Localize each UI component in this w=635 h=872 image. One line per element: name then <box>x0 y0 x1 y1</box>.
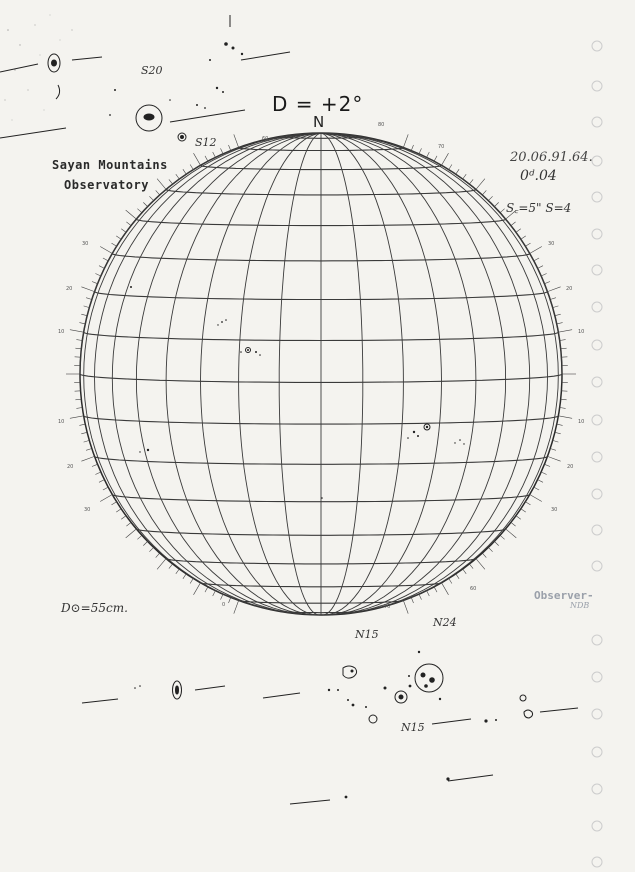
limb-tick <box>75 399 81 400</box>
limb-tick <box>169 179 173 184</box>
svg-text:30: 30 <box>82 241 89 247</box>
meridian-line <box>95 133 322 614</box>
limb-tick <box>560 340 566 341</box>
meridian-lines <box>80 133 562 615</box>
meridian-line <box>136 133 321 614</box>
limb-tick <box>530 495 542 502</box>
svg-text:10: 10 <box>58 419 65 425</box>
seeing-quality: S꜀=5" S=4 <box>506 201 572 215</box>
limb-tick <box>525 243 530 246</box>
limb-tick <box>403 134 408 147</box>
small-spots-top <box>109 42 243 116</box>
limb-tick <box>183 574 186 579</box>
limb-tick <box>550 298 556 300</box>
limb-tick <box>494 541 498 545</box>
group-label-s12: S12 <box>195 136 217 149</box>
limb-tick <box>81 432 87 434</box>
limb-tick <box>561 399 567 400</box>
limb-tick <box>434 156 437 161</box>
svg-text:10: 10 <box>578 329 585 335</box>
group-label-s20: S20 <box>141 64 163 77</box>
observatory-name-line2: Observatory <box>64 178 149 192</box>
limb-tick <box>506 529 517 538</box>
limb-tick <box>100 247 112 254</box>
svg-text:20: 20 <box>567 464 574 470</box>
heliographic-inclination-label: D = +2° <box>272 92 364 116</box>
limb-tick <box>534 487 539 490</box>
limb-tick <box>112 243 117 246</box>
limb-tick <box>176 174 180 179</box>
limb-tick <box>500 535 505 539</box>
svg-text:20: 20 <box>66 286 73 292</box>
limb-tick <box>194 153 201 165</box>
limb-tick <box>126 222 131 226</box>
limb-tick <box>442 153 449 165</box>
meridian-line <box>321 133 363 615</box>
limb-tick <box>521 236 526 239</box>
sunspot-sketches-top <box>0 15 290 141</box>
limb-tick <box>558 330 572 333</box>
limb-tick <box>411 145 413 151</box>
limb-tick <box>555 314 561 316</box>
limb-tick <box>143 541 147 545</box>
limb-tick <box>482 553 486 558</box>
limb-tick <box>183 169 186 174</box>
svg-text:0: 0 <box>222 602 226 608</box>
limb-tick <box>511 222 516 226</box>
group-label-n24: N24 <box>433 616 457 629</box>
limb-tick <box>427 152 430 157</box>
limb-tick <box>419 148 422 153</box>
limb-tick <box>548 456 561 461</box>
limb-tick <box>221 148 224 153</box>
limb-tick <box>86 298 92 300</box>
limb-tick <box>84 306 90 308</box>
meridian-line <box>321 133 476 615</box>
limb-tick <box>234 134 239 147</box>
limb-tick <box>116 236 121 239</box>
svg-text:30: 30 <box>551 507 558 513</box>
svg-text:20: 20 <box>566 286 573 292</box>
limb-tick <box>76 408 82 409</box>
limb-tick <box>516 516 521 520</box>
meridian-line <box>239 133 321 615</box>
limb-tick <box>79 323 85 324</box>
svg-text:20: 20 <box>67 464 74 470</box>
limb-tick <box>411 598 413 604</box>
meridian-line <box>84 133 321 610</box>
limb-tick <box>555 432 561 434</box>
limb-tick <box>126 210 137 219</box>
limb-tick <box>143 202 147 206</box>
limb-tick <box>456 574 459 579</box>
limb-tick <box>521 509 526 512</box>
limb-tick <box>500 209 505 213</box>
limb-tick <box>469 179 473 184</box>
limb-tick <box>541 274 546 277</box>
limb-tick <box>76 340 82 341</box>
limb-tick <box>557 424 563 425</box>
limb-tick <box>463 174 467 179</box>
limb-tick <box>103 487 108 490</box>
limb-tick <box>530 247 542 254</box>
observation-time: 0ᵈ.04 <box>520 168 557 184</box>
limb-tick <box>558 416 572 419</box>
limb-tick <box>403 601 408 614</box>
limb-tick <box>469 564 473 569</box>
limb-tick <box>205 587 208 592</box>
sunspot-sketches-bottom <box>82 664 578 804</box>
observer-label: Observer- <box>534 589 594 602</box>
svg-text:10: 10 <box>578 419 585 425</box>
svg-text:80: 80 <box>378 122 385 128</box>
meridian-line <box>279 133 321 615</box>
limb-tick <box>553 440 559 442</box>
limb-tick <box>126 522 131 526</box>
limb-tick <box>95 274 100 277</box>
limb-tick <box>137 209 142 213</box>
group-label-n15-top: N15 <box>355 628 379 641</box>
limb-tick <box>229 145 231 151</box>
limb-tick <box>463 569 467 574</box>
limb-tick <box>221 594 224 599</box>
limb-tick <box>190 578 193 583</box>
meridian-line <box>321 133 506 614</box>
limb-tick <box>156 553 160 558</box>
limb-tick <box>488 196 492 200</box>
limb-tick <box>525 502 530 505</box>
limb-tick <box>553 306 559 308</box>
limb-tick <box>126 529 137 538</box>
limb-tick <box>103 258 108 261</box>
limb-tick <box>545 282 551 284</box>
limb-tick <box>434 587 437 592</box>
limb-tick <box>156 190 160 195</box>
limb-tick <box>116 509 121 512</box>
observatory-name-line1: Sayan Mountains <box>52 158 168 172</box>
limb-tick <box>86 449 92 451</box>
limb-tick <box>561 348 567 349</box>
observer-name: NDB <box>570 601 590 610</box>
limb-tick <box>112 502 117 505</box>
svg-text:30: 30 <box>548 241 555 247</box>
limb-tick <box>557 323 563 324</box>
limb-tick <box>449 578 452 583</box>
meridian-line <box>321 133 403 615</box>
limb-tick <box>545 464 551 466</box>
limb-tick <box>538 480 543 483</box>
limb-tick <box>442 583 449 595</box>
svg-text:70: 70 <box>438 144 445 150</box>
limb-tick <box>70 416 84 419</box>
limb-tick <box>541 472 546 475</box>
svg-text:10: 10 <box>58 329 65 335</box>
limb-tick <box>482 190 486 195</box>
limb-tick <box>99 480 104 483</box>
limb-tick <box>81 456 94 461</box>
limb-tick <box>79 424 85 425</box>
limb-tick <box>99 266 104 269</box>
limb-tick <box>194 583 201 595</box>
limb-tick <box>70 330 84 333</box>
limb-tick <box>149 196 153 200</box>
limb-tick <box>449 165 452 170</box>
limb-tick <box>100 495 112 502</box>
disk-diameter-label: D⊙=55cm. <box>61 601 128 615</box>
limb-tick <box>476 179 485 190</box>
limb-tick <box>516 229 521 233</box>
limb-tick <box>456 169 459 174</box>
observation-date: 20.06.91.64. <box>510 150 593 165</box>
limb-tick <box>550 449 556 451</box>
limb-tick <box>213 152 216 157</box>
limb-tick <box>137 535 142 539</box>
limb-tick <box>534 258 539 261</box>
limb-tick <box>157 179 166 190</box>
limb-tick <box>92 282 98 284</box>
limb-tick <box>121 516 126 520</box>
limb-tick <box>419 594 422 599</box>
limb-tick <box>95 472 100 475</box>
svg-text:30: 30 <box>84 507 91 513</box>
north-marker: N <box>313 113 325 131</box>
svg-text:70: 70 <box>384 604 391 610</box>
limb-tick <box>213 591 216 596</box>
limb-tick <box>176 569 180 574</box>
meridian-line <box>166 133 321 615</box>
meridian-line <box>321 133 445 615</box>
svg-text:60: 60 <box>470 586 477 592</box>
limb-tick <box>511 522 516 526</box>
binder-holes <box>592 41 602 867</box>
limb-tick <box>81 314 87 316</box>
limb-tick <box>488 547 492 551</box>
limb-tick <box>81 287 94 292</box>
svg-text:60: 60 <box>262 136 269 142</box>
limb-tick <box>169 564 173 569</box>
limb-tick <box>538 266 543 269</box>
group-label-n15-low: N15 <box>401 721 425 734</box>
limb-tick <box>229 598 231 604</box>
limb-tick <box>548 287 561 292</box>
limb-tick <box>476 559 485 570</box>
limb-tick <box>92 464 98 466</box>
limb-tick <box>427 591 430 596</box>
sunspots-on-disk <box>130 286 465 499</box>
limb-tick <box>149 547 153 551</box>
meridian-line <box>201 133 322 615</box>
limb-tick <box>494 202 498 206</box>
limb-tick <box>84 440 90 442</box>
limb-tick <box>75 348 81 349</box>
limb-tick <box>157 559 166 570</box>
limb-tick <box>205 156 208 161</box>
limb-tick <box>190 165 193 170</box>
limb-tick <box>560 408 566 409</box>
limb-tick <box>234 601 239 614</box>
scan-noise <box>4 15 72 121</box>
limb-tick <box>121 229 126 233</box>
